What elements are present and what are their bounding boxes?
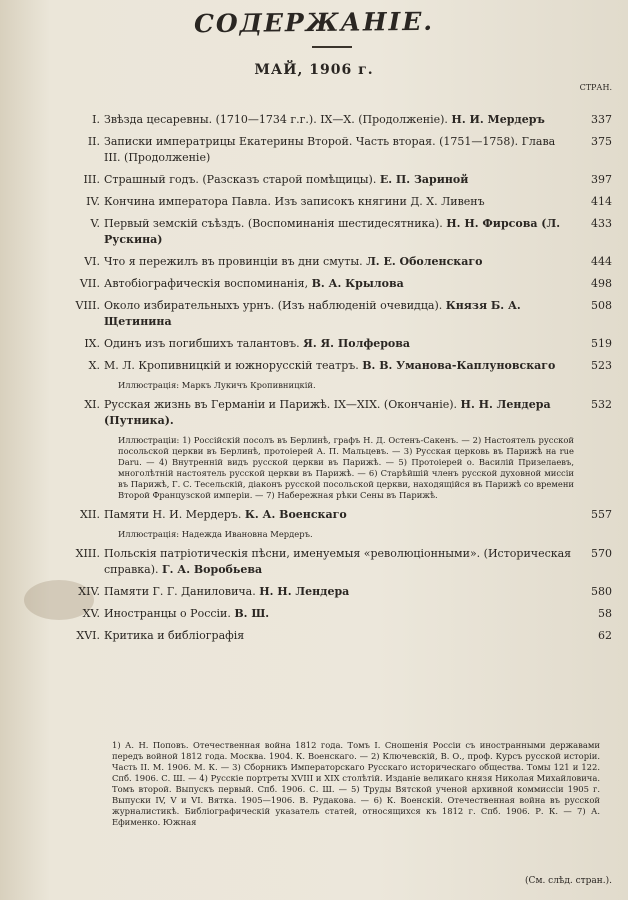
entry-body xyxy=(104,507,612,523)
entry-author: Н. И. Мердеръ xyxy=(451,113,545,126)
toc-entry xyxy=(84,336,612,352)
toc-entry xyxy=(84,397,612,429)
continued-note: (См. слѣд. стран.). xyxy=(525,876,612,886)
entry-body xyxy=(104,134,612,166)
entry-body xyxy=(104,336,612,352)
entry-title: Около избирательныхъ урнъ. (Изъ наблюденій очевидца). xyxy=(104,299,443,312)
entry-page: 523 xyxy=(591,359,612,372)
toc-entry xyxy=(76,628,612,644)
entry-author: В. А. Крылова xyxy=(311,277,404,290)
entry-author: Л. Е. Оболенскаго xyxy=(366,255,483,268)
entry-title: Критика и библіографія xyxy=(104,629,245,642)
entry-number: VII. xyxy=(79,277,100,290)
entry-author: Г. А. Воробьева xyxy=(162,563,263,576)
entry-author: Е. П. Зариной xyxy=(379,173,469,186)
entry-title: Кончина императора Павла. Изъ записокъ княгини Д. Х. Ливенъ xyxy=(104,195,485,208)
entry-page: 498 xyxy=(591,277,612,290)
entry-number: X. xyxy=(88,359,100,372)
entry-body xyxy=(104,276,612,292)
toc-entry xyxy=(92,112,612,128)
entry-number: XV. xyxy=(82,607,100,620)
toc-entry xyxy=(79,276,612,292)
entry-page: 508 xyxy=(591,299,612,312)
entry-body xyxy=(104,628,612,644)
entry-number: IX. xyxy=(84,337,100,350)
entry-title: Звѣзда цесаревны. (1710—1734 г.г.). IX—X. (Продолженіе). xyxy=(104,113,448,126)
entry-body xyxy=(104,358,612,374)
entry-illustrations: Иллюстраціи: 1) Россійскій посолъ въ Берлинѣ, графъ Н. Д. Остенъ-Сакенъ. — 2) Настоятель русской посольской церкви въ Берлинѣ, протоіерей А. П. Мальцевъ. — 3) Русская церковь въ Парижѣ на rue Daru. — 4) Внутренній видъ русской церкви въ Парижѣ. — 5) Протоіерей о. Василій Призелаевъ, многолѣтній настоятель русской церкви въ Парижѣ. — 6) Старѣйшій членъ русской духовной миссіи въ Парижѣ, Г. С. Тесельскій, діаконъ русской посольской церкви, находящійся въ Парижѣ со времени Второй Французской имперіи. — 7) Набережная рѣки Сены въ Парижѣ. xyxy=(118,435,574,500)
issue-subtitle: МАЙ, 1906 г. xyxy=(254,62,374,78)
entry-number: XIV. xyxy=(78,585,100,598)
entry-body xyxy=(104,298,612,330)
entry-number: XI. xyxy=(84,398,100,411)
entry-page: 414 xyxy=(591,195,612,208)
entry-title: Памяти Н. И. Мердеръ. xyxy=(104,508,242,521)
entry-page: 444 xyxy=(591,255,612,268)
entry-body xyxy=(104,194,612,210)
entry-number: XII. xyxy=(79,508,100,521)
entry-number: V. xyxy=(90,217,100,230)
table-of-contents xyxy=(75,112,612,650)
entry-title: Русская жизнь въ Германіи и Парижѣ. IX—XIX. (Окончаніе). xyxy=(104,398,458,411)
entry-title: Записки императрицы Екатерины Второй. Часть вторая. (1751—1758). Глава III. (Продолженіе) xyxy=(104,135,556,164)
toc-entry xyxy=(87,134,612,166)
entry-page: 375 xyxy=(591,135,612,148)
entry-page: 532 xyxy=(591,398,612,411)
entry-author: Н. Н. Лендера xyxy=(259,585,350,598)
entry-author: Н. Н. Лендера (Путника). xyxy=(104,398,551,427)
entry-body xyxy=(104,112,612,128)
entry-number: IV. xyxy=(86,195,100,208)
entry-page: 397 xyxy=(591,173,612,186)
entry-page: 580 xyxy=(591,585,612,598)
entry-body xyxy=(104,606,612,622)
entry-author: Н. Н. Фирсова (Л. Рускина) xyxy=(104,217,561,246)
page-title: СОДЕРЖАНІЕ. xyxy=(193,6,435,39)
entry-author: К. А. Военскаго xyxy=(244,508,347,521)
entry-title: Автобіографическія воспоминанія, xyxy=(104,277,309,290)
entry-page: 557 xyxy=(591,508,612,521)
entry-page: 58 xyxy=(598,607,612,620)
title-rule xyxy=(312,46,352,48)
entry-title: Что я пережилъ въ провинціи въ дни смуты. xyxy=(104,255,363,268)
entry-body xyxy=(104,172,612,188)
entry-number: XVI. xyxy=(76,629,100,642)
entry-page: 519 xyxy=(591,337,612,350)
entry-page: 433 xyxy=(591,217,612,230)
entry-author: В. В. Уманова-Каплуновскаго xyxy=(362,359,556,372)
entry-title: Польскія патріотическія пѣсни, именуемыя «революціонными». (Историческая справка). xyxy=(104,547,572,576)
entry-page: 337 xyxy=(591,113,612,126)
entry-title: М. Л. Кропивницкій и южнорусскій театръ. xyxy=(104,359,359,372)
entry-title: Первый земскій съѣздъ. (Воспоминанія шестидесятника). xyxy=(104,217,443,230)
toc-entry xyxy=(75,298,612,330)
toc-entry xyxy=(84,254,612,270)
entry-body xyxy=(104,546,612,578)
entry-number: I. xyxy=(92,113,100,126)
toc-entry xyxy=(86,194,612,210)
page-column-label: СТРАН. xyxy=(579,83,612,92)
entry-author: Князя Б. А. Щетинина xyxy=(104,299,521,328)
entry-title: Страшный годъ. (Разсказъ старой помѣщицы). xyxy=(104,173,377,186)
entry-number: VIII. xyxy=(75,299,100,312)
entry-author: В. Ш. xyxy=(234,607,270,620)
toc-entry xyxy=(82,606,612,622)
entry-illustrations: Иллюстрація: Маркъ Лукичъ Кропивницкій. xyxy=(118,380,316,390)
entry-number: II. xyxy=(87,135,100,148)
entry-number: III. xyxy=(83,173,100,186)
entry-illustrations: Иллюстрація: Надежда Ивановна Мердеръ. xyxy=(118,529,313,539)
header xyxy=(0,0,628,118)
entry-author: Я. Я. Полферова xyxy=(303,337,411,350)
entry-title: Памяти Г. Г. Даниловича. xyxy=(104,585,256,598)
entry-number: XIII. xyxy=(75,547,100,560)
toc-entry xyxy=(88,358,612,374)
entry-title: Иностранцы о Россіи. xyxy=(104,607,231,620)
entry-page: 62 xyxy=(598,629,612,642)
toc-entry xyxy=(90,216,612,248)
toc-entry xyxy=(79,507,612,523)
entry-body xyxy=(104,254,612,270)
toc-entry xyxy=(83,172,612,188)
entry-body xyxy=(104,584,612,600)
entry-page: 570 xyxy=(591,547,612,560)
entry-body xyxy=(104,216,612,248)
entry-title: Одинъ изъ погибшихъ талантовъ. xyxy=(104,337,300,350)
entry-number: VI. xyxy=(84,255,100,268)
criticism-list: 1) А. Н. Поповъ. Отечественная война 1812 года. Томъ I. Сношенія Россіи съ иностранными державами передъ войной 1812 года. Москва. 1904. К. Военскаго. — 2) Ключевскій, В. О., проф. Курсъ русской исторіи. Часть II. М. 1906. М. К. — 3) Сборникъ Императорскаго Русскаго историческаго общества. Томы 121 и 122. Спб. 1906. С. Ш. — 4) Русскіе портреты XVIII и XIX столѣтій. Изданіе великаго князя Николая Михайловича. Томъ второй. Выпускъ первый. Спб. 1906. С. Ш. — 5) Труды Вятской ученой архивной коммиссіи 1905 г. Выпуски IV, V и VI. Вятка. 1905—1906. В. Рудакова. — 6) К. Военскій. Отечественная война въ русской журналистикѣ. Библіографическій указатель статей, относящихся къ 1812 г. Спб. 1906. Р. К. — 7) А. Ефименко. Южная xyxy=(112,740,600,827)
toc-entry xyxy=(78,584,612,600)
entry-body xyxy=(104,397,612,429)
toc-entry xyxy=(75,546,612,578)
